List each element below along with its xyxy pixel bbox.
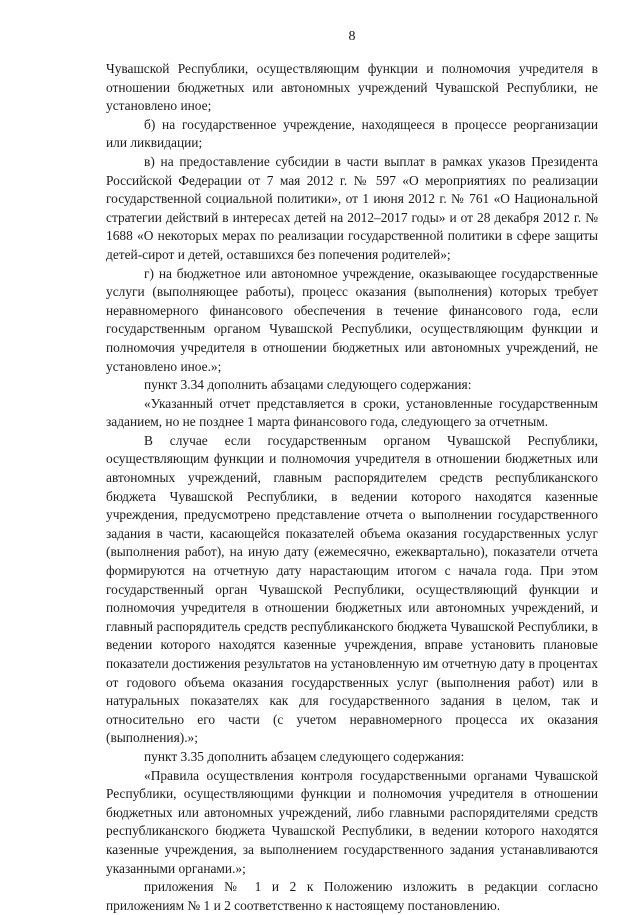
paragraph: пункт 3.35 дополнить абзацем следующего содержания: [144, 748, 465, 764]
paragraph: б) на государственное учреждение, находящееся в процессе реорганизации или ликвидации; [106, 116, 598, 151]
paragraph: Чувашской Республики, осуществляющим функции и полномочия учредителя в отношении бюджетных или автономных учреждений Чувашской Республики, не установлено иное; [106, 61, 598, 114]
page-number: 8 [348, 29, 356, 44]
paragraph: г) на бюджетное или автономное учреждение, оказывающее государственные услуги (выполняющее работы), процесс оказания (выполнения) которых требует неравномерного финансового обеспечения в течение финансового года, если государственным органом Чувашской Республики, осуществляющим функции и полномочия учредителя в отношении бюджетных или автономных учреждений, не установлено иное.»; [106, 265, 598, 374]
paragraph: пункт 3.34 дополнить абзацами следующего содержания: [144, 377, 472, 393]
paragraph: «Правила осуществления контроля государственными органами Чувашской Республики, осуществляющими функции и полномочия учредителя в отношении бюджетных или автономных учреждений, либо главными распорядителями средств республиканского бюджета Чувашской Республики, в ведении которого находятся казенные учреждения, за выполнением государственного задания устанавливаются указанными органами.»; [106, 767, 598, 876]
body-text [106, 60, 598, 915]
paragraph: приложения № 1 и 2 к Положению изложить в редакции согласно приложениям № 1 и 2 соответственно к настоящему постановлению. [106, 879, 598, 913]
paragraph: в) на предоставление субсидии в части выплат в рамках указов Президента Российской Федерации от 7 мая 2012 г. № 597 «О мероприятиях по реализации государственной социальной политики», от 1 июня 2012 г. № 761 «О Национальной стратегии действий в интересах детей на 2012–2017 годы» и от 28 декабря 2012 г. № 1688 «О некоторых мерах по реализации государственной политики в сфере защиты детей-сирот и детей, оставшихся без попечения родителей»; [106, 153, 598, 262]
paragraph: В случае если государственным органом Чувашской Республики, осуществляющим функции и полномочия учредителя в отношении бюджетных или автономных учреждений, главным распорядителем средств республиканского бюджета Чувашской Республики, в ведении которого находятся казенные учреждения, предусмотрено представление отчета о выполнении государственного задания в части, касающейся показателей объема оказания государственных услуг (выполнения работ), на иную дату (ежемесячно, ежеквартально), показатели отчета формируются на отчетную дату нарастающим итогом с начала года. При этом государственный орган Чувашской Республики, осуществляющий функции и полномочия учредителя в отношении бюджетных или автономных учреждений, и главный распорядитель средств республиканского бюджета Чувашской Республики, в ведении которого находятся казенные учреждения, вправе установить плановые показатели достижения результатов на установленную им отчетную дату в процентах от годового объема оказания государственных услуг (выполнения работ) или в натуральных показателях как для государственного задания в целом, так и относительно его части (с учетом неравномерного процесса их оказания (выполнения).»; [106, 432, 598, 746]
document-page [106, 28, 598, 915]
paragraph: «Указанный отчет представляется в сроки, установленные государственным заданием, но не позднее 1 марта финансового года, следующего за отчетным. [106, 395, 598, 430]
